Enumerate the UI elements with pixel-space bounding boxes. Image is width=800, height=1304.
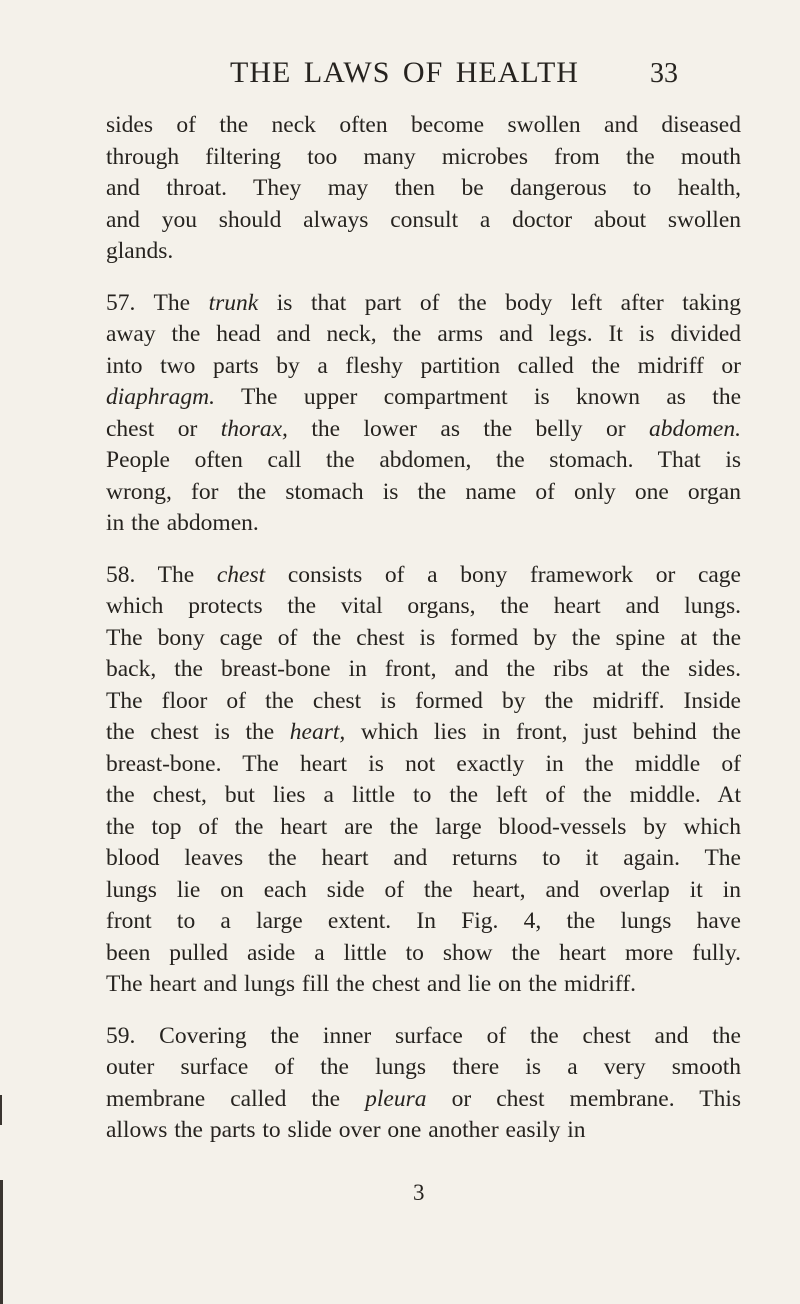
paragraph: [106, 288, 741, 540]
text-run: outer surface of the lungs there is a very smooth: [106, 1054, 741, 1080]
text-line: [106, 906, 741, 938]
text-run: is that part of the body left after taking: [258, 289, 741, 316]
text-run: 59. Covering the inner surface of the chest and the: [106, 1022, 741, 1049]
running-title: THE LAWS OF HEALTH: [230, 56, 579, 89]
text-line: [106, 1052, 741, 1084]
italic-term: diaphragm.: [106, 384, 216, 410]
text-run: in the abdomen.: [106, 510, 259, 536]
text-run: 57. The: [106, 289, 209, 316]
text-run: away the head and neck, the arms and legs. It is divided: [106, 321, 741, 347]
text-run: and throat. They may then be dangerous to health,: [106, 175, 741, 201]
text-line: [106, 288, 741, 320]
body-text: [106, 110, 741, 1167]
text-line: [106, 1021, 741, 1053]
text-line: [106, 173, 741, 205]
text-line: [106, 236, 741, 268]
text-run: wrong, for the stomach is the name of only one organ: [106, 478, 741, 505]
text-run: through filtering too many microbes from the mouth: [106, 143, 741, 170]
text-line: [106, 591, 741, 623]
text-run: 58. The: [106, 561, 217, 588]
paragraph: [106, 560, 741, 1001]
text-line: [106, 780, 741, 812]
page-header: [0, 56, 800, 96]
text-line: [106, 351, 741, 383]
text-line: [106, 623, 741, 655]
text-run: which protects the vital organs, the heart and lungs.: [106, 593, 741, 619]
italic-term: pleura: [365, 1085, 427, 1112]
text-run: sides of the neck often become swollen and diseased: [106, 112, 741, 138]
page-number: 33: [650, 58, 678, 89]
text-run: blood leaves the heart and returns to it again. The: [106, 845, 741, 871]
text-run: the chest is the: [106, 719, 290, 745]
text-run: glands.: [106, 238, 174, 264]
text-line: [106, 205, 741, 237]
text-run: The upper compartment is known as the: [215, 384, 741, 410]
text-line: [106, 508, 741, 540]
text-run: which lies in front, just behind the: [345, 719, 741, 745]
text-run: back, the breast-bone in front, and the ribs at the sides.: [106, 656, 741, 682]
text-line: [106, 414, 741, 446]
text-run: been pulled aside a little to show the heart more fully.: [106, 939, 741, 966]
paragraph: [106, 1021, 741, 1147]
text-line: [106, 749, 741, 781]
text-run: the lower as the belly or: [287, 415, 649, 442]
text-run: lungs lie on each side of the heart, and overlap it in: [106, 876, 741, 903]
text-run: The floor of the chest is formed by the midriff. Inside: [106, 687, 741, 714]
italic-term: chest: [216, 561, 266, 588]
text-line: [106, 1084, 741, 1116]
italic-term: trunk: [208, 289, 259, 316]
text-line: [106, 843, 741, 875]
text-line: [106, 382, 741, 414]
text-line: [106, 1115, 741, 1147]
text-line: [106, 319, 741, 351]
text-run: allows the parts to slide over one another easily in: [106, 1117, 586, 1143]
text-run: The bony cage of the chest is formed by the spine at the: [106, 624, 741, 651]
text-line: [106, 875, 741, 907]
text-line: [106, 445, 741, 477]
text-line: [106, 969, 741, 1001]
text-run: The heart and lungs fill the chest and lie on the midriff.: [106, 971, 637, 997]
text-line: [106, 654, 741, 686]
text-run: or chest membrane. This: [426, 1085, 742, 1112]
text-line: [106, 812, 741, 844]
page-edge-line: [0, 1095, 2, 1125]
text-run: breast-bone. The heart is not exactly in the middle of: [106, 750, 741, 777]
text-run: the chest, but lies a little to the left of the middle. At: [106, 782, 741, 808]
page-edge-line: [0, 1180, 3, 1304]
text-line: [106, 477, 741, 509]
signature-mark: 3: [413, 1180, 425, 1205]
paragraph: [106, 110, 741, 268]
text-run: front to a large extent. In Fig. 4, the lungs have: [106, 908, 741, 934]
text-line: [106, 560, 741, 592]
text-run: and you should always consult a doctor about swollen: [106, 206, 741, 233]
text-run: People often call the abdomen, the stomach. That is: [106, 447, 741, 473]
italic-term: heart,: [289, 719, 346, 745]
text-line: [106, 717, 741, 749]
text-line: [106, 142, 741, 174]
text-run: membrane called the: [106, 1085, 366, 1112]
text-line: [106, 938, 741, 970]
text-run: consists of a bony framework or cage: [265, 561, 741, 588]
text-run: into two parts by a fleshy partition called the midriff or: [106, 352, 741, 379]
italic-term: thorax,: [220, 415, 288, 442]
text-line: [106, 110, 741, 142]
text-run: the top of the heart are the large blood-vessels by which: [106, 813, 741, 840]
text-run: chest or: [106, 415, 221, 442]
text-line: [106, 686, 741, 718]
italic-term: abdomen.: [648, 415, 741, 442]
